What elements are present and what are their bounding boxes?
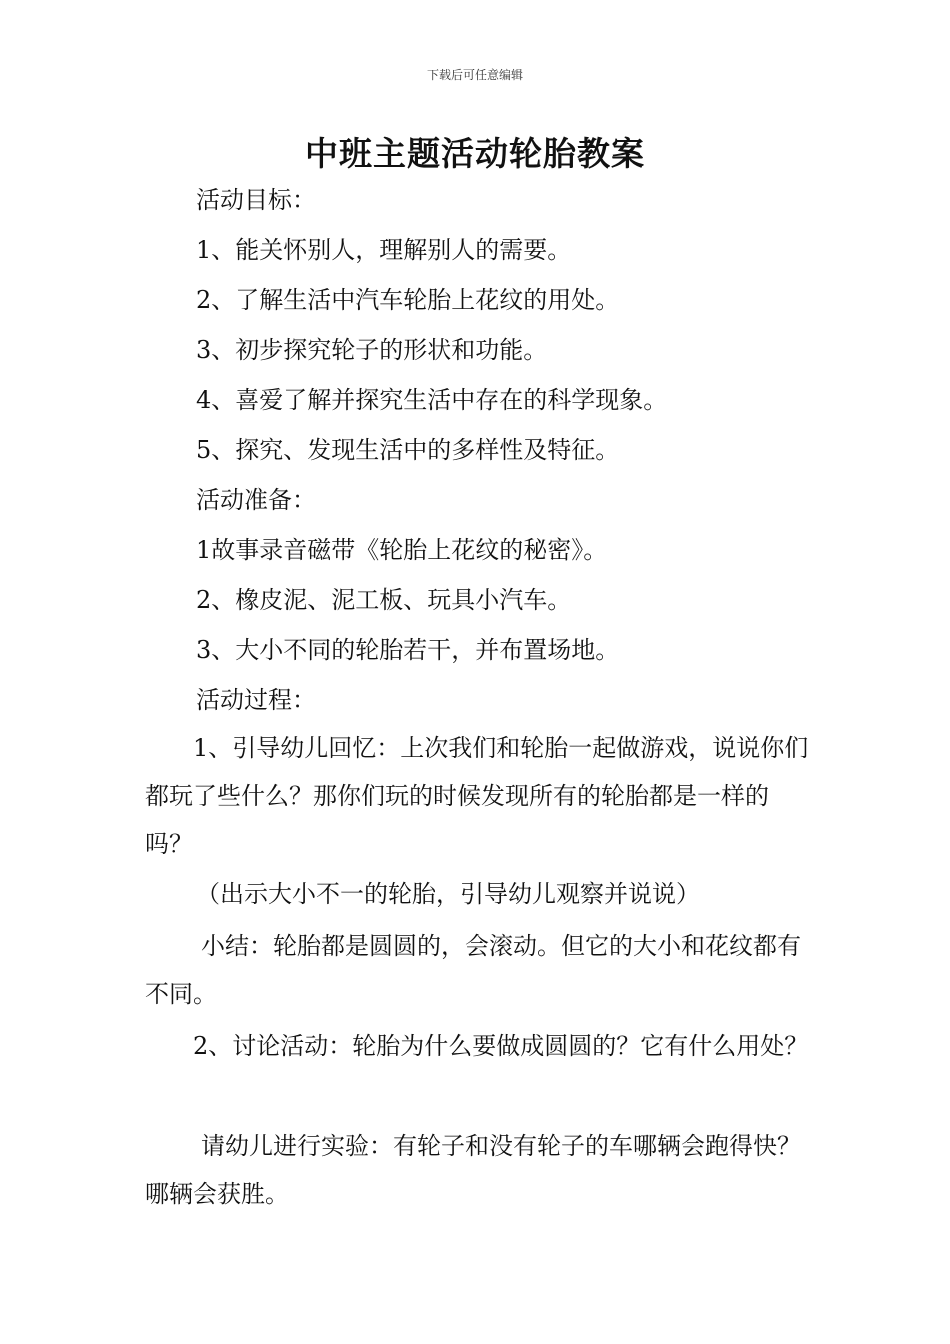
goal-item: 1、能关怀别人，理解别人的需要。 (196, 236, 572, 264)
prep-item: 2、橡皮泥、泥工板、玩具小汽车。 (196, 586, 572, 614)
process-paragraph (145, 1122, 810, 1218)
process-text: 1、引导幼儿回忆：上次我们和轮胎一起做游戏，说说你们都玩了些什么？那你们玩的时候发现所有的轮胎都是一样的吗？ (145, 734, 809, 858)
prep-heading: 活动准备： (196, 486, 316, 514)
goals-heading: 活动目标： (196, 186, 316, 214)
process-text: 请幼儿进行实验：有轮子和没有轮子的车哪辆会跑得快？哪辆会获胜。 (145, 1132, 801, 1208)
prep-item: 1故事录音磁带《轮胎上花纹的秘密》。 (196, 536, 608, 564)
process-paragraph (145, 922, 810, 1018)
goal-item: 4、喜爱了解并探究生活中存在的科学现象。 (196, 386, 668, 414)
goal-item: 2、了解生活中汽车轮胎上花纹的用处。 (196, 286, 620, 314)
process-heading: 活动过程： (196, 686, 316, 714)
header-note: 下载后可任意编辑 (426, 68, 523, 82)
process-paragraph (196, 870, 836, 918)
process-text: 2、讨论活动：轮胎为什么要做成圆圆的？它有什么用处？ (193, 1032, 809, 1060)
process-text: （出示大小不一的轮胎，引导幼儿观察并说说） (196, 880, 700, 908)
process-paragraph (145, 724, 810, 868)
document-title: 中班主题活动轮胎教案 (305, 134, 645, 173)
prep-item: 3、大小不同的轮胎若干，并布置场地。 (196, 636, 620, 664)
process-paragraph (145, 1022, 810, 1070)
goal-item: 5、探究、发现生活中的多样性及特征。 (196, 436, 620, 464)
process-text: 小结：轮胎都是圆圆的，会滚动。但它的大小和花纹都有不同。 (145, 932, 801, 1008)
goal-item: 3、初步探究轮子的形状和功能。 (196, 336, 548, 364)
